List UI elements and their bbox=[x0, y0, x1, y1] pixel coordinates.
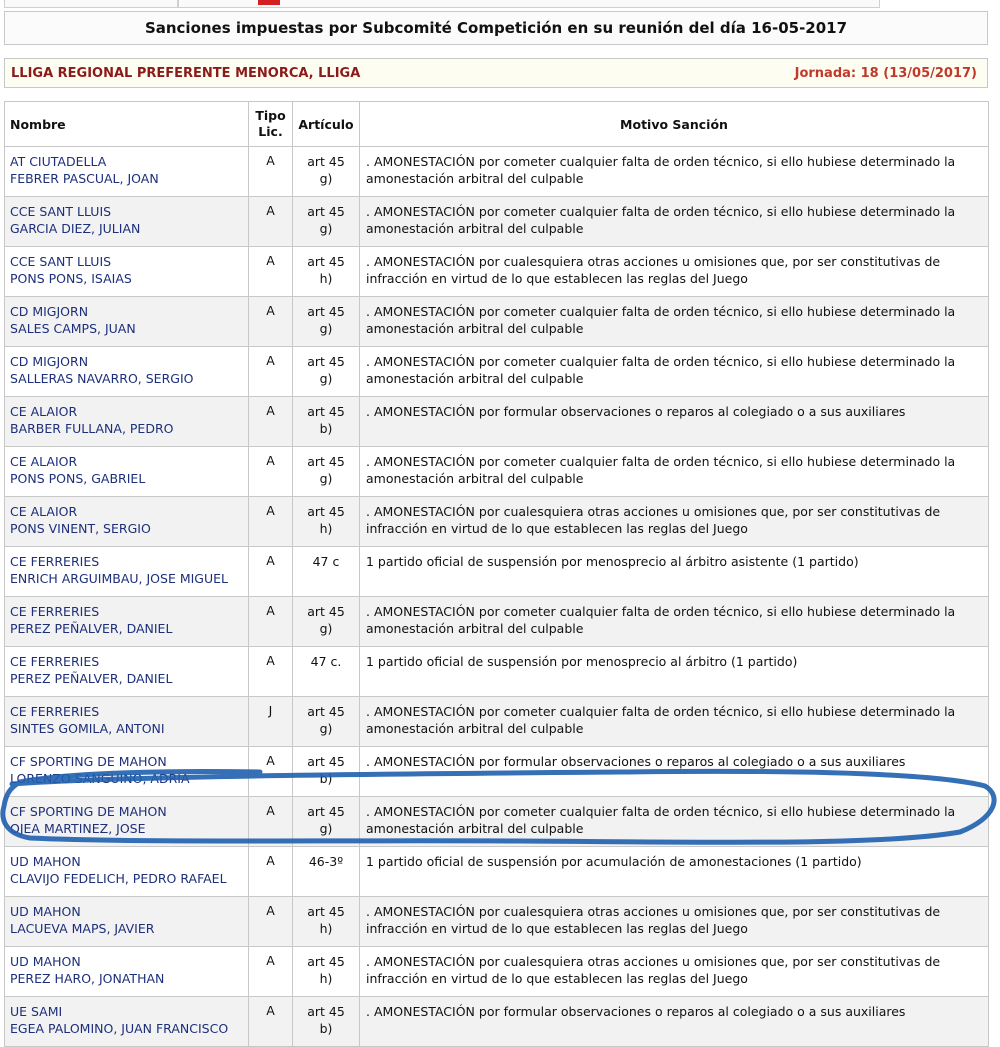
articulo-cell bbox=[293, 847, 360, 897]
nombre-cell bbox=[5, 397, 249, 447]
articulo-line1: art 45 bbox=[307, 304, 345, 319]
nombre-cell bbox=[5, 547, 249, 597]
articulo-line2: h) bbox=[319, 521, 333, 536]
articulo-line2: g) bbox=[319, 171, 333, 186]
motivo-cell: . AMONESTACIÓN por formular observaciones o reparos al colegiado o a sus auxiliares bbox=[360, 997, 989, 1047]
player-name: ENRICH ARGUIMBAU, JOSE MIGUEL bbox=[10, 571, 228, 586]
table-row bbox=[5, 497, 989, 547]
articulo-cell bbox=[293, 597, 360, 647]
player-name: OJEA MARTINEZ, JOSE bbox=[10, 821, 146, 836]
player-name: LORENZO SANGUINO, ADRIA bbox=[10, 771, 190, 786]
tipo-cell: A bbox=[249, 947, 293, 997]
motivo-cell: 1 partido oficial de suspensión por menosprecio al árbitro asistente (1 partido) bbox=[360, 547, 989, 597]
club-name: CF SPORTING DE MAHON bbox=[10, 754, 167, 769]
articulo-cell bbox=[293, 997, 360, 1047]
table-row bbox=[5, 847, 989, 897]
articulo-line1: art 45 bbox=[307, 754, 345, 769]
articulo-line2: h) bbox=[319, 271, 333, 286]
motivo-cell: . AMONESTACIÓN por formular observaciones o reparos al colegiado o a sus auxiliares bbox=[360, 397, 989, 447]
tipo-cell: A bbox=[249, 547, 293, 597]
articulo-cell bbox=[293, 297, 360, 347]
column-header-tipo bbox=[249, 102, 293, 147]
tipo-cell: A bbox=[249, 247, 293, 297]
tipo-cell: A bbox=[249, 297, 293, 347]
nombre-cell bbox=[5, 347, 249, 397]
articulo-line1: art 45 bbox=[307, 154, 345, 169]
player-name: SINTES GOMILA, ANTONI bbox=[10, 721, 165, 736]
nombre-cell bbox=[5, 947, 249, 997]
articulo-line1: art 45 bbox=[307, 804, 345, 819]
player-name: CLAVIJO FEDELICH, PEDRO RAFAEL bbox=[10, 871, 227, 886]
player-name: GARCIA DIEZ, JULIAN bbox=[10, 221, 141, 236]
motivo-cell: . AMONESTACIÓN por formular observaciones o reparos al colegiado o a sus auxiliares bbox=[360, 747, 989, 797]
motivo-cell: . AMONESTACIÓN por cualesquiera otras acciones u omisiones que, por ser constitutivas de infracción en virtud de lo que establecen las reglas del Juego bbox=[360, 497, 989, 547]
nombre-cell bbox=[5, 197, 249, 247]
red-mark bbox=[258, 0, 280, 5]
articulo-line2: b) bbox=[319, 771, 333, 786]
articulo-cell bbox=[293, 247, 360, 297]
articulo-line2: g) bbox=[319, 371, 333, 386]
table-row bbox=[5, 697, 989, 747]
club-name: CE ALAIOR bbox=[10, 454, 78, 469]
column-header-motivo: Motivo Sanción bbox=[360, 102, 989, 147]
table-row bbox=[5, 897, 989, 947]
articulo-line2: h) bbox=[319, 971, 333, 986]
nombre-cell bbox=[5, 997, 249, 1047]
tipo-cell: A bbox=[249, 197, 293, 247]
motivo-cell: 1 partido oficial de suspensión por menosprecio al árbitro (1 partido) bbox=[360, 647, 989, 697]
player-name: PONS PONS, ISAIAS bbox=[10, 271, 132, 286]
page-title: Sanciones impuestas por Subcomité Competición en su reunión del día 16-05-2017 bbox=[4, 11, 988, 45]
table-row bbox=[5, 297, 989, 347]
club-name: UD MAHON bbox=[10, 854, 81, 869]
table-row bbox=[5, 947, 989, 997]
motivo-cell: . AMONESTACIÓN por cometer cualquier falta de orden técnico, si ello hubiese determinado la amonestación arbitral del culpable bbox=[360, 147, 989, 197]
club-name: UE SAMI bbox=[10, 1004, 63, 1019]
player-name: LACUEVA MAPS, JAVIER bbox=[10, 921, 155, 936]
player-name: PEREZ PEÑALVER, DANIEL bbox=[10, 671, 173, 686]
articulo-line1: art 45 bbox=[307, 504, 345, 519]
club-name: CE FERRERIES bbox=[10, 554, 100, 569]
articulo-line1: art 45 bbox=[307, 354, 345, 369]
nombre-cell bbox=[5, 847, 249, 897]
column-header-tipo-line2: Lic. bbox=[258, 124, 283, 139]
tipo-cell: A bbox=[249, 747, 293, 797]
motivo-cell: . AMONESTACIÓN por cometer cualquier falta de orden técnico, si ello hubiese determinado la amonestación arbitral del culpable bbox=[360, 597, 989, 647]
motivo-cell: . AMONESTACIÓN por cometer cualquier falta de orden técnico, si ello hubiese determinado la amonestación arbitral del culpable bbox=[360, 797, 989, 847]
player-name: FEBRER PASCUAL, JOAN bbox=[10, 171, 159, 186]
articulo-cell bbox=[293, 797, 360, 847]
club-name: CF SPORTING DE MAHON bbox=[10, 804, 167, 819]
table-row bbox=[5, 247, 989, 297]
motivo-cell: . AMONESTACIÓN por cometer cualquier falta de orden técnico, si ello hubiese determinado la amonestación arbitral del culpable bbox=[360, 297, 989, 347]
nombre-cell bbox=[5, 497, 249, 547]
player-name: PEREZ PEÑALVER, DANIEL bbox=[10, 621, 173, 636]
nombre-cell bbox=[5, 447, 249, 497]
column-header-tipo-line1: Tipo bbox=[255, 108, 286, 123]
table-row bbox=[5, 547, 989, 597]
tipo-cell: A bbox=[249, 647, 293, 697]
tipo-cell: A bbox=[249, 997, 293, 1047]
table-row bbox=[5, 797, 989, 847]
tipo-cell: A bbox=[249, 347, 293, 397]
articulo-line2: g) bbox=[319, 221, 333, 236]
club-name: CD MIGJORN bbox=[10, 354, 89, 369]
nombre-cell bbox=[5, 697, 249, 747]
player-name: EGEA PALOMINO, JUAN FRANCISCO bbox=[10, 1021, 229, 1036]
table-row bbox=[5, 197, 989, 247]
articulo-cell bbox=[293, 697, 360, 747]
club-name: UD MAHON bbox=[10, 904, 81, 919]
tipo-cell: A bbox=[249, 797, 293, 847]
articulo-line2: g) bbox=[319, 471, 333, 486]
player-name: PONS VINENT, SERGIO bbox=[10, 521, 151, 536]
articulo-line1: art 45 bbox=[307, 604, 345, 619]
nombre-cell bbox=[5, 797, 249, 847]
motivo-cell: . AMONESTACIÓN por cualesquiera otras acciones u omisiones que, por ser constitutivas de infracción en virtud de lo que establecen las reglas del Juego bbox=[360, 247, 989, 297]
club-name: CE ALAIOR bbox=[10, 404, 78, 419]
articulo-line1: 47 c. bbox=[310, 654, 342, 669]
nombre-cell bbox=[5, 897, 249, 947]
tipo-cell: A bbox=[249, 597, 293, 647]
nombre-cell bbox=[5, 597, 249, 647]
player-name: PEREZ HARO, JONATHAN bbox=[10, 971, 165, 986]
nombre-cell bbox=[5, 297, 249, 347]
tipo-cell: A bbox=[249, 447, 293, 497]
motivo-cell: . AMONESTACIÓN por cometer cualquier falta de orden técnico, si ello hubiese determinado la amonestación arbitral del culpable bbox=[360, 447, 989, 497]
articulo-cell bbox=[293, 647, 360, 697]
table-row bbox=[5, 147, 989, 197]
club-name: CE FERRERIES bbox=[10, 654, 100, 669]
articulo-cell bbox=[293, 497, 360, 547]
motivo-cell: 1 partido oficial de suspensión por acumulación de amonestaciones (1 partido) bbox=[360, 847, 989, 897]
articulo-line1: 47 c bbox=[312, 554, 340, 569]
tipo-cell: A bbox=[249, 397, 293, 447]
table-row bbox=[5, 997, 989, 1047]
club-name: CCE SANT LLUIS bbox=[10, 254, 112, 269]
tipo-cell: A bbox=[249, 897, 293, 947]
articulo-cell bbox=[293, 947, 360, 997]
motivo-cell: . AMONESTACIÓN por cometer cualquier falta de orden técnico, si ello hubiese determinado la amonestación arbitral del culpable bbox=[360, 697, 989, 747]
column-header-nombre: Nombre bbox=[5, 102, 249, 147]
articulo-cell bbox=[293, 547, 360, 597]
articulo-line2: b) bbox=[319, 1021, 333, 1036]
club-name: CD MIGJORN bbox=[10, 304, 89, 319]
articulo-cell bbox=[293, 447, 360, 497]
articulo-line2: b) bbox=[319, 421, 333, 436]
table-row bbox=[5, 647, 989, 697]
nombre-cell bbox=[5, 247, 249, 297]
articulo-line2: g) bbox=[319, 321, 333, 336]
top-cell-left bbox=[4, 0, 178, 8]
league-bar bbox=[4, 58, 988, 88]
articulo-line1: art 45 bbox=[307, 1004, 345, 1019]
club-name: AT CIUTADELLA bbox=[10, 154, 107, 169]
tipo-cell: A bbox=[249, 497, 293, 547]
articulo-line1: art 45 bbox=[307, 454, 345, 469]
top-strip bbox=[0, 0, 1000, 8]
articulo-line1: art 45 bbox=[307, 254, 345, 269]
articulo-line1: art 45 bbox=[307, 204, 345, 219]
jornada-label: Jornada: 18 (13/05/2017) bbox=[794, 65, 977, 81]
table-row bbox=[5, 447, 989, 497]
player-name: BARBER FULLANA, PEDRO bbox=[10, 421, 174, 436]
table-row bbox=[5, 597, 989, 647]
league-name: LLIGA REGIONAL PREFERENTE MENORCA, LLIGA bbox=[11, 65, 361, 81]
club-name: CCE SANT LLUIS bbox=[10, 204, 112, 219]
top-cell-right bbox=[178, 0, 880, 8]
player-name: SALES CAMPS, JUAN bbox=[10, 321, 136, 336]
articulo-line2: g) bbox=[319, 821, 333, 836]
articulo-line2: g) bbox=[319, 621, 333, 636]
column-header-articulo: Artículo bbox=[293, 102, 360, 147]
articulo-line2: g) bbox=[319, 721, 333, 736]
table-header-row bbox=[5, 102, 989, 147]
articulo-cell bbox=[293, 197, 360, 247]
articulo-cell bbox=[293, 147, 360, 197]
articulo-line1: art 45 bbox=[307, 904, 345, 919]
nombre-cell bbox=[5, 647, 249, 697]
nombre-cell bbox=[5, 747, 249, 797]
club-name: CE ALAIOR bbox=[10, 504, 78, 519]
articulo-cell bbox=[293, 397, 360, 447]
table-row bbox=[5, 347, 989, 397]
tipo-cell: A bbox=[249, 847, 293, 897]
nombre-cell bbox=[5, 147, 249, 197]
articulo-cell bbox=[293, 347, 360, 397]
table-row bbox=[5, 747, 989, 797]
table-row bbox=[5, 397, 989, 447]
motivo-cell: . AMONESTACIÓN por cualesquiera otras acciones u omisiones que, por ser constitutivas de infracción en virtud de lo que establecen las reglas del Juego bbox=[360, 947, 989, 997]
motivo-cell: . AMONESTACIÓN por cualesquiera otras acciones u omisiones que, por ser constitutivas de infracción en virtud de lo que establecen las reglas del Juego bbox=[360, 897, 989, 947]
player-name: PONS PONS, GABRIEL bbox=[10, 471, 146, 486]
table-body bbox=[5, 147, 989, 1047]
articulo-cell bbox=[293, 747, 360, 797]
articulo-line1: art 45 bbox=[307, 704, 345, 719]
articulo-line1: 46-3º bbox=[308, 854, 344, 869]
motivo-cell: . AMONESTACIÓN por cometer cualquier falta de orden técnico, si ello hubiese determinado la amonestación arbitral del culpable bbox=[360, 347, 989, 397]
club-name: UD MAHON bbox=[10, 954, 81, 969]
club-name: CE FERRERIES bbox=[10, 604, 100, 619]
articulo-line2: h) bbox=[319, 921, 333, 936]
articulo-line1: art 45 bbox=[307, 404, 345, 419]
motivo-cell: . AMONESTACIÓN por cometer cualquier falta de orden técnico, si ello hubiese determinado la amonestación arbitral del culpable bbox=[360, 197, 989, 247]
articulo-line1: art 45 bbox=[307, 954, 345, 969]
articulo-cell bbox=[293, 897, 360, 947]
tipo-cell: A bbox=[249, 147, 293, 197]
club-name: CE FERRERIES bbox=[10, 704, 100, 719]
sanctions-table bbox=[4, 101, 989, 1047]
tipo-cell: J bbox=[249, 697, 293, 747]
player-name: SALLERAS NAVARRO, SERGIO bbox=[10, 371, 194, 386]
